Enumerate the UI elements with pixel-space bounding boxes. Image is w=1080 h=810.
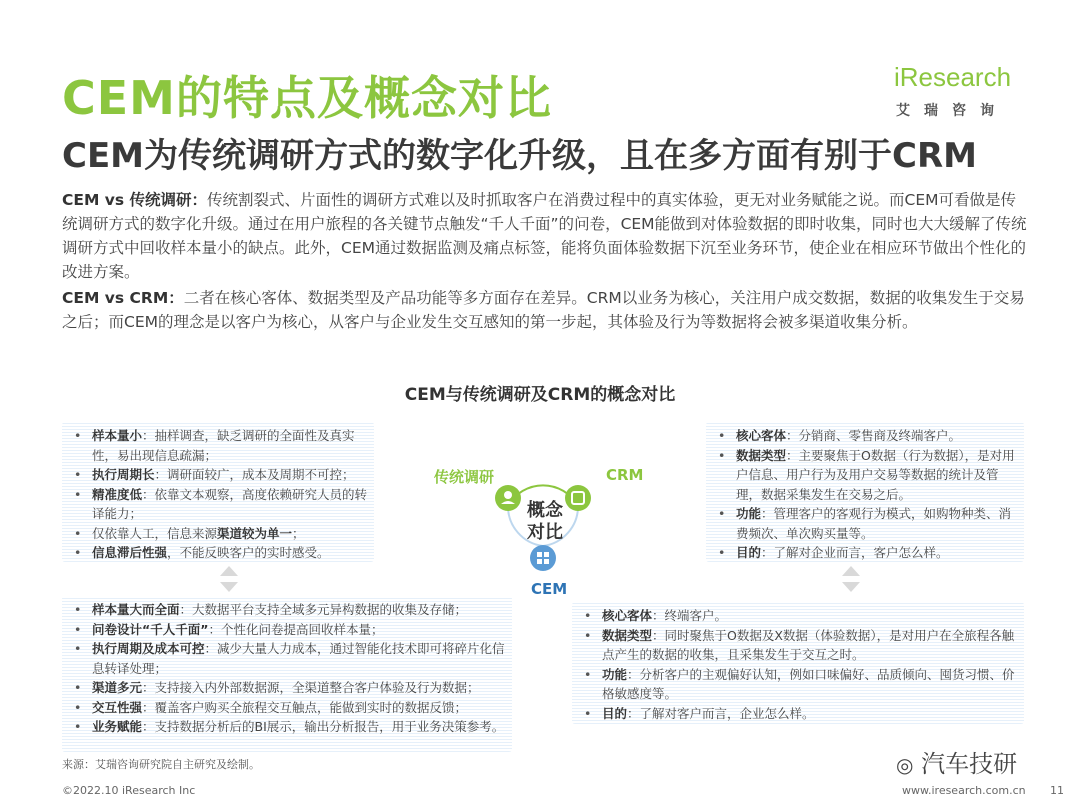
cem-concept-box [572,602,1024,724]
up-down-arrow-icon [218,564,240,594]
list-item [92,717,506,737]
figure-title: CEM与传统调研及CRM的概念对比 [404,385,676,405]
intro-p1-label: CEM vs 传统调研： [62,191,208,209]
item-text: ：依靠文本观察，高度依赖研究人员的转译能力； [92,486,368,521]
item-text: ：分析客户的主观偏好认知，例如口味偏好、品质倾向、囤货习惯、价格敏感度等。 [602,666,1015,701]
item-label: 数据类型 [736,447,787,463]
list-item [92,524,368,544]
item-text: ：了解对企业而言，客户怎么样。 [761,545,949,560]
item-label: 功能 [736,506,762,521]
item-text: ：分销商、零售商及终端客户。 [786,428,962,443]
item-text: ：支持接入内外部数据源，全渠道整合客户体验及行为数据； [142,680,480,695]
intro-text [62,188,1030,336]
list-item [92,485,368,524]
item-text: ：终端客户。 [652,608,728,623]
cem-label: CEM [531,580,568,598]
list-item [602,665,1018,704]
list-item [736,426,1018,446]
page-subtitle: CEM为传统调研方式的数字化升级，且在多方面有别于CRM [62,136,977,176]
intro-paragraph-2 [62,286,1030,334]
intro-paragraph-1 [62,188,1030,284]
item-text: ：支持数据分析后的BI展示，输出分析报告，用于业务决策参考。 [142,719,505,734]
item-label: 核心客体 [736,428,787,443]
item-label: 功能 [602,666,628,682]
logo-wordmark: iResearch [894,62,1012,92]
traditional-research-label: 传统调研 [434,468,495,486]
list-item [92,698,506,718]
item-label: 目的 [602,705,628,721]
item-label: 样本量大而全面 [92,602,180,617]
item-label: 渠道多元 [92,680,143,695]
item-text: ：调研面较广，成本及周期不可控； [154,467,355,482]
item-text: ：同时聚焦于O数据及X数据（体验数据），是对用户在全旅程各触点产生的数据的收集，且采集发生于交互之时。 [602,627,1015,662]
item-label: 核心客体 [602,608,653,623]
list-item [602,704,1018,724]
item-label: 精准度低 [92,486,143,502]
item-text: ：大数据平台支持全域多元异构数据的收集及存储； [179,602,468,617]
source-note: 来源：艾瑞咨询研究院自主研究及绘制。 [62,758,260,771]
item-text: ：抽样调查，缺乏调研的全面性及真实性，易出现信息疏漏； [92,428,355,463]
list-item [92,543,368,563]
item-label: 信息滞后性强 [92,545,168,560]
intro-p2-text: 二者在核心客体、数据类型及产品功能等多方面存在差异。CRM以业务为核心，关注用户成交数据，数据的收集发生于交易之后；而CEM的理念是以客户为核心，从客户与企业发生交互感知的第一步起，其体验及行为等数据将会被多渠道收集分析。 [62,289,1025,331]
traditional-research-box [62,422,374,562]
watermark [896,744,1017,779]
item-text: ：管理客户的客观行为模式，如购物种类、消费频次、单次购买量等。 [736,506,1012,541]
page-title: CEM的特点及概念对比 [62,71,552,125]
item-text: ：了解对客户而言，企业怎么样。 [627,705,815,721]
item-label: 问卷设计“千人千面” [92,621,209,637]
list-item [92,600,506,620]
list-item [736,543,1018,563]
item-label: 渠道较为单一 [217,525,293,541]
item-label: 样本量小 [92,428,143,443]
up-down-arrow-icon [840,564,862,594]
crm-label: CRM [606,466,644,484]
concept-line-1: 概念 [527,500,563,521]
list-item [602,626,1018,665]
list-item [92,426,368,465]
crm-box [706,422,1024,562]
item-label: 目的 [736,545,762,560]
list-item [92,620,506,640]
intro-p1-text: 传统割裂式、片面性的调研方式难以及时抓取客户在消费过程中的真实体验，更无对业务赋能之说。而CEM可看做是传统调研方式的数字化升级。通过在用户旅程的各关键节点触发“千人千面”的问卷，CEM能做到对体验数据的即时收集，同时也大大缓解了传统调研方式中回收样本量小的缺点。此外，CEM通过数据监测及痛点标签，能将负面体验数据下沉至业务环节，使企业在相应环节做出个性化的改进方案。 [62,191,1027,281]
item-text: ； [292,525,305,541]
item-label: 执行周期长 [92,467,155,482]
item-text: 仅依靠人工，信息来源 [92,525,218,541]
wechat-icon: ◎ [896,753,914,777]
item-label: 执行周期及成本可控 [92,641,205,656]
list-item [92,639,506,678]
concept-center-label [520,500,570,544]
list-item [736,446,1018,505]
concept-line-2: 对比 [527,522,563,543]
item-label: 交互性强 [92,699,143,715]
intro-p2-label: CEM vs CRM： [62,289,184,307]
iresearch-logo [890,60,1030,130]
website-link[interactable]: www.iresearch.com.cn [902,784,1026,797]
watermark-text: 汽车技研 [921,750,1018,778]
copyright: ©2022.10 iResearch Inc [62,784,196,797]
item-label: 数据类型 [602,627,653,643]
page-number: 11 [1050,784,1064,797]
logo-chinese: 艾瑞咨询 [896,103,1008,119]
item-text: ：覆盖客户购买全旅程交互触点，能做到实时的数据反馈； [142,699,468,715]
list-item [92,678,506,698]
item-text: ：减少大量人力成本，通过智能化技术即可将碎片化信息转译处理； [92,641,505,676]
item-text: ：个性化问卷提高回收样本量； [208,621,384,637]
list-item [602,606,1018,626]
list-item [736,504,1018,543]
item-text: ，不能反映客户的实时感受。 [167,545,330,560]
list-item [92,465,368,485]
item-label: 业务赋能 [92,719,143,734]
item-text: ：主要聚焦于O数据（行为数据），是对用户信息、用户行为及用户交易等数据的统计及管理，数据采集发生在交易之后。 [736,447,1015,502]
cem-features-box [62,596,512,752]
